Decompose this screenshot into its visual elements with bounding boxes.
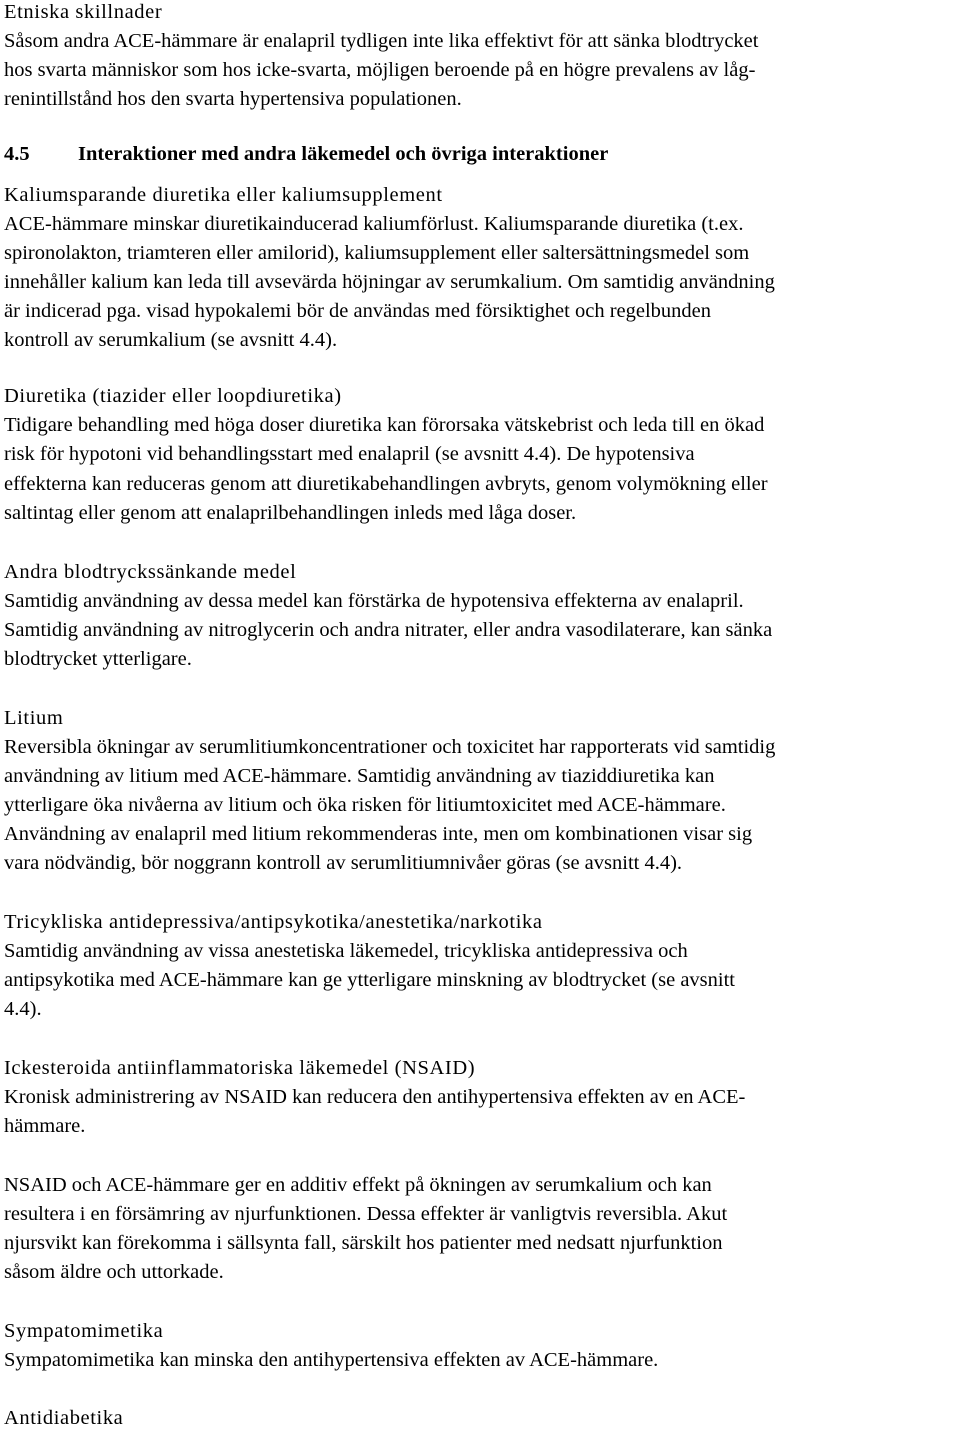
subheading-tricykliska: Tricykliska antidepressiva/antipsykotika/anestetika/narkotika (4, 911, 543, 933)
paragraph-line: användning av litium med ACE-hämmare. Samtidig användning av tiaziddiuretika kan (4, 765, 715, 787)
paragraph-line: är indicerad pga. visad hypokalemi bör de användas med försiktighet och regelbunden (4, 300, 712, 322)
paragraph-line: NSAID och ACE-hämmare ger en additiv effekt på ökningen av serumkalium och kan (4, 1174, 712, 1196)
paragraph-line: Reversibla ökningar av serumlitiumkoncentrationer och toxicitet har rapporterats vid samtidig (4, 736, 776, 758)
paragraph-line: Kronisk administrering av NSAID kan reducera den antihypertensiva effekten av en ACE- (4, 1086, 746, 1108)
paragraph-line: vara nödvändig, bör noggrann kontroll av serumlitiumnivåer göras (se avsnitt 4.4). (4, 852, 683, 874)
subheading-litium: Litium (4, 707, 64, 729)
subheading-kaliumsparande: Kaliumsparande diuretika eller kaliumsupplement (4, 184, 443, 206)
paragraph-line: Såsom andra ACE-hämmare är enalapril tydligen inte lika effektivt för att sänka blodtrycket (4, 30, 759, 52)
section-title: Interaktioner med andra läkemedel och övriga interaktioner (78, 143, 609, 165)
paragraph-line: såsom äldre och uttorkade. (4, 1261, 224, 1283)
subheading-etniska-skillnader: Etniska skillnader (4, 1, 163, 23)
paragraph-line: Samtidig användning av vissa anestetiska läkemedel, tricykliska antidepressiva och (4, 940, 688, 962)
paragraph-line: hämmare. (4, 1115, 86, 1137)
paragraph-line: spironolakton, triamteren eller amilorid), kaliumsupplement eller saltersättningsmedel som (4, 242, 750, 264)
paragraph-line: njursvikt kan förekomma i sällsynta fall, särskilt hos patienter med nedsatt njurfunktion (4, 1232, 723, 1254)
subheading-diuretika: Diuretika (tiazider eller loopdiuretika) (4, 385, 342, 407)
paragraph-line: Tidigare behandling med höga doser diuretika kan förorsaka vätskebrist och leda till en ökad (4, 414, 765, 436)
paragraph-line: saltintag eller genom att enalaprilbehandlingen inleds med låga doser. (4, 502, 577, 524)
paragraph-line: renintillstånd hos den svarta hypertensiva populationen. (4, 88, 462, 110)
paragraph-line: antipsykotika med ACE-hämmare kan ge ytterligare minskning av blodtrycket (se avsnitt (4, 969, 735, 991)
subheading-antidiabetika: Antidiabetika (4, 1407, 124, 1429)
section-heading-4-5 (4, 142, 608, 166)
paragraph-line: kontroll av serumkalium (se avsnitt 4.4). (4, 329, 338, 351)
paragraph-line: Samtidig användning av nitroglycerin och andra nitrater, eller andra vasodilaterare, kan sänka (4, 619, 773, 641)
paragraph-line: innehåller kalium kan leda till avsevärda höjningar av serumkalium. Om samtidig användning (4, 271, 775, 293)
paragraph-line: 4.4). (4, 998, 42, 1020)
paragraph-line: Användning av enalapril med litium rekommenderas inte, men om kombinationen visar sig (4, 823, 753, 845)
subheading-andra-blodtryckssankande: Andra blodtryckssänkande medel (4, 561, 297, 583)
paragraph-line: risk för hypotoni vid behandlingsstart med enalapril (se avsnitt 4.4). De hypotensiva (4, 443, 695, 465)
paragraph-line: blodtrycket ytterligare. (4, 648, 192, 670)
paragraph-line: resultera i en försämring av njurfunktionen. Dessa effekter är vanligtvis reversibla. Akut (4, 1203, 728, 1225)
subheading-nsaid: Ickesteroida antiinflammatoriska läkemedel (NSAID) (4, 1057, 476, 1079)
paragraph-line: ytterligare öka nivåerna av litium och öka risken för litiumtoxicitet med ACE-hämmare. (4, 794, 726, 816)
paragraph-line: effekterna kan reduceras genom att diuretikabehandlingen avbryts, genom volymökning eller (4, 473, 768, 495)
section-number: 4.5 (4, 143, 30, 165)
subheading-sympatomimetika: Sympatomimetika (4, 1320, 164, 1342)
paragraph-line: Samtidig användning av dessa medel kan förstärka de hypotensiva effekterna av enalapril. (4, 590, 744, 612)
paragraph-line: ACE-hämmare minskar diuretikainducerad kaliumförlust. Kaliumsparande diuretika (t.ex. (4, 213, 744, 235)
paragraph-line: hos svarta människor som hos icke-svarta, möjligen beroende på en högre prevalens av låg- (4, 59, 756, 81)
paragraph-line: Sympatomimetika kan minska den antihypertensiva effekten av ACE-hämmare. (4, 1349, 659, 1371)
